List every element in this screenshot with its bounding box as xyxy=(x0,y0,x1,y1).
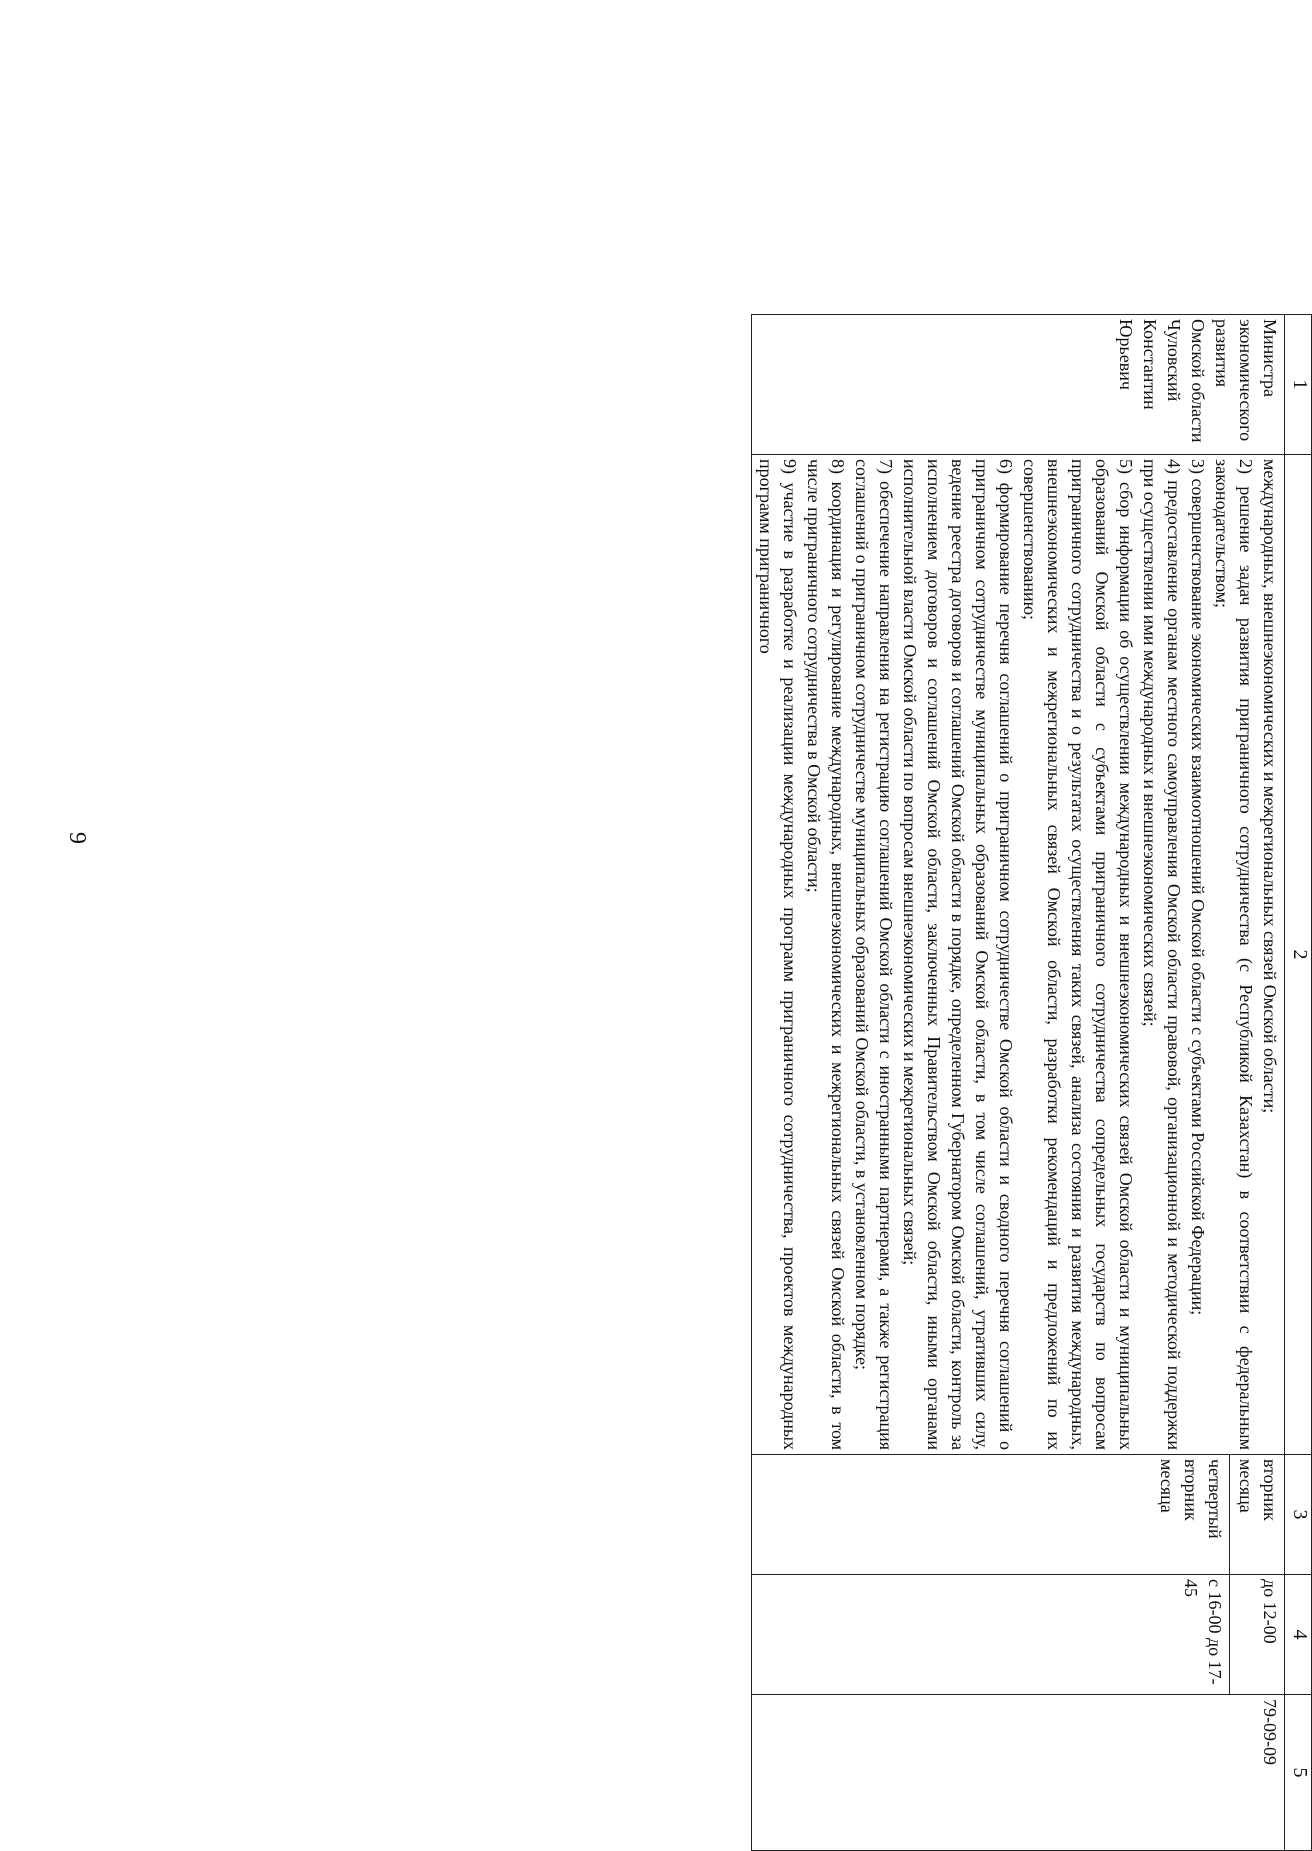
phone-cell: 79-09-09 xyxy=(752,1695,1285,1851)
duty-item: 7) обеспечение направления на регистрацию соглашений Омской области с иностранными партнерами, а также регистрация соглашений о приграничном сотрудничестве муниципальных образований Омской области, в установленном порядке; xyxy=(852,459,896,1450)
rotated-table-sheet xyxy=(384,314,1312,1850)
duties-cell xyxy=(752,455,1285,1455)
duty-item: 3) совершенствование экономических взаимоотношений Омской области с субъектами Российской Федерации; xyxy=(1188,459,1208,1316)
column-header-4: 4 xyxy=(1285,1575,1312,1695)
reception-time-cell: с 16-00 до 17-45 xyxy=(752,1575,1230,1695)
duty-item: 4) предоставление органам местного самоуправления Омской области правовой, организационной и методической поддержки при осуществлении ими международных и внешнеэкономических связей; xyxy=(1140,459,1184,1450)
duty-item: 5) сбор информации об осуществлении международных и внешнеэкономических связей Омской области и муниципальных образований Омской области с субъектами приграничного сотрудничества сопредельных государств по вопросам приграничного сотрудничества и о результатах осуществления таких связей, анализа состояния и развития международных, внешнеэкономических и межрегиональных связей Омской области, разработки рекомендаций и предложений по их совершенствованию; xyxy=(1020,459,1136,1450)
reception-schedule-table xyxy=(751,314,1312,1851)
column-header-3: 3 xyxy=(1285,1455,1312,1575)
header-row xyxy=(1285,315,1312,1851)
table-row xyxy=(1230,315,1285,1851)
duty-item: 9) участие в разработке и реализации международных программ приграничного сотрудничества, проектов международных программ приграничного xyxy=(756,459,800,1450)
column-header-5: 5 xyxy=(1285,1695,1312,1851)
official-name: Министра экономического развития Омской области Чуловский Константин Юрьевич xyxy=(1116,319,1280,443)
page-number: 9 xyxy=(64,832,90,844)
duty-item: 6) формирование перечня соглашений о приграничном сотрудничестве Омской области и сводного перечня соглашений о приграничном сотрудничестве муниципальных образований Омской области, в том числе соглашений, утративших силу, ведение реестра договоров и соглашений Омской области в порядке, определенном Губернатором Омской области, контроль за исполнением договоров и соглашений Омской области, заключенных Правительством Омской области, иными органами исполнительной власти Омской области по вопросам внешнеэкономических и межрегиональных связей; xyxy=(900,459,1016,1450)
column-header-1: 1 xyxy=(1285,315,1312,455)
column-header-2: 2 xyxy=(1285,455,1312,1455)
reception-day-cell: вторник месяца xyxy=(1230,1455,1285,1575)
duty-item: 8) координация и регулирование международных, внешнеэкономических и межрегиональных связей Омской области, в том числе приграничного сотрудничества в Омской области; xyxy=(804,459,848,1450)
official-cell xyxy=(752,315,1285,455)
duty-item: международных, внешнеэкономических и межрегиональных связей Омской области; xyxy=(1260,459,1280,1114)
reception-time-cell: до 12-00 xyxy=(1230,1575,1285,1695)
duty-item: 2) решение задач развития приграничного сотрудничества (с Республикой Казахстан) в соответствии с федеральным законодательством; xyxy=(1212,459,1256,1450)
reception-day-cell: четвертый вторник месяца xyxy=(752,1455,1230,1575)
